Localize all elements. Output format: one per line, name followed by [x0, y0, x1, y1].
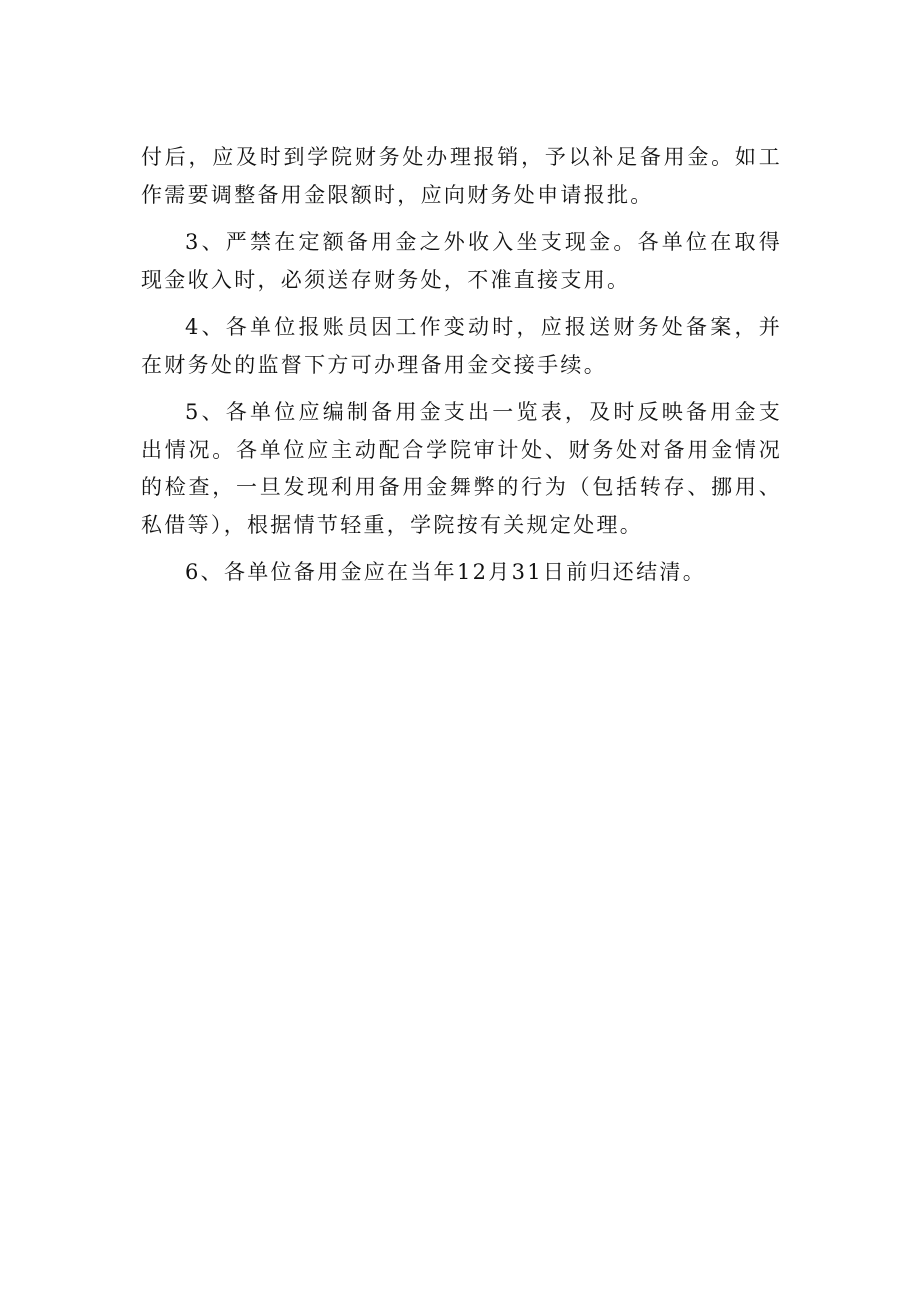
paragraph-item-6: 6、各单位备用金应在当年12月31日前归还结清。 — [185, 560, 707, 584]
paragraph-item-5: 5、各单位应编制备用金支出一览表，及时反映备用金支出情况。各单位应主动配合学院审计处、财务处对备用金情况的检查，一旦发现利用备用金舞弊的行为（包括转存、挪用、私借等），根据情节轻重，学院按有关规定处理。 — [141, 400, 782, 537]
document-body — [141, 139, 782, 602]
paragraph-continuation: 付后，应及时到学院财务处办理报销，予以补足备用金。如工作需要调整备用金限额时，应向财务处申请报批。 — [141, 145, 782, 207]
paragraph-item-3: 3、严禁在定额备用金之外收入坐支现金。各单位在取得现金收入时，必须送存财务处，不准直接支用。 — [141, 230, 782, 292]
paragraph-item-4: 4、各单位报账员因工作变动时，应报送财务处备案，并在财务处的监督下方可办理备用金交接手续。 — [141, 315, 782, 377]
